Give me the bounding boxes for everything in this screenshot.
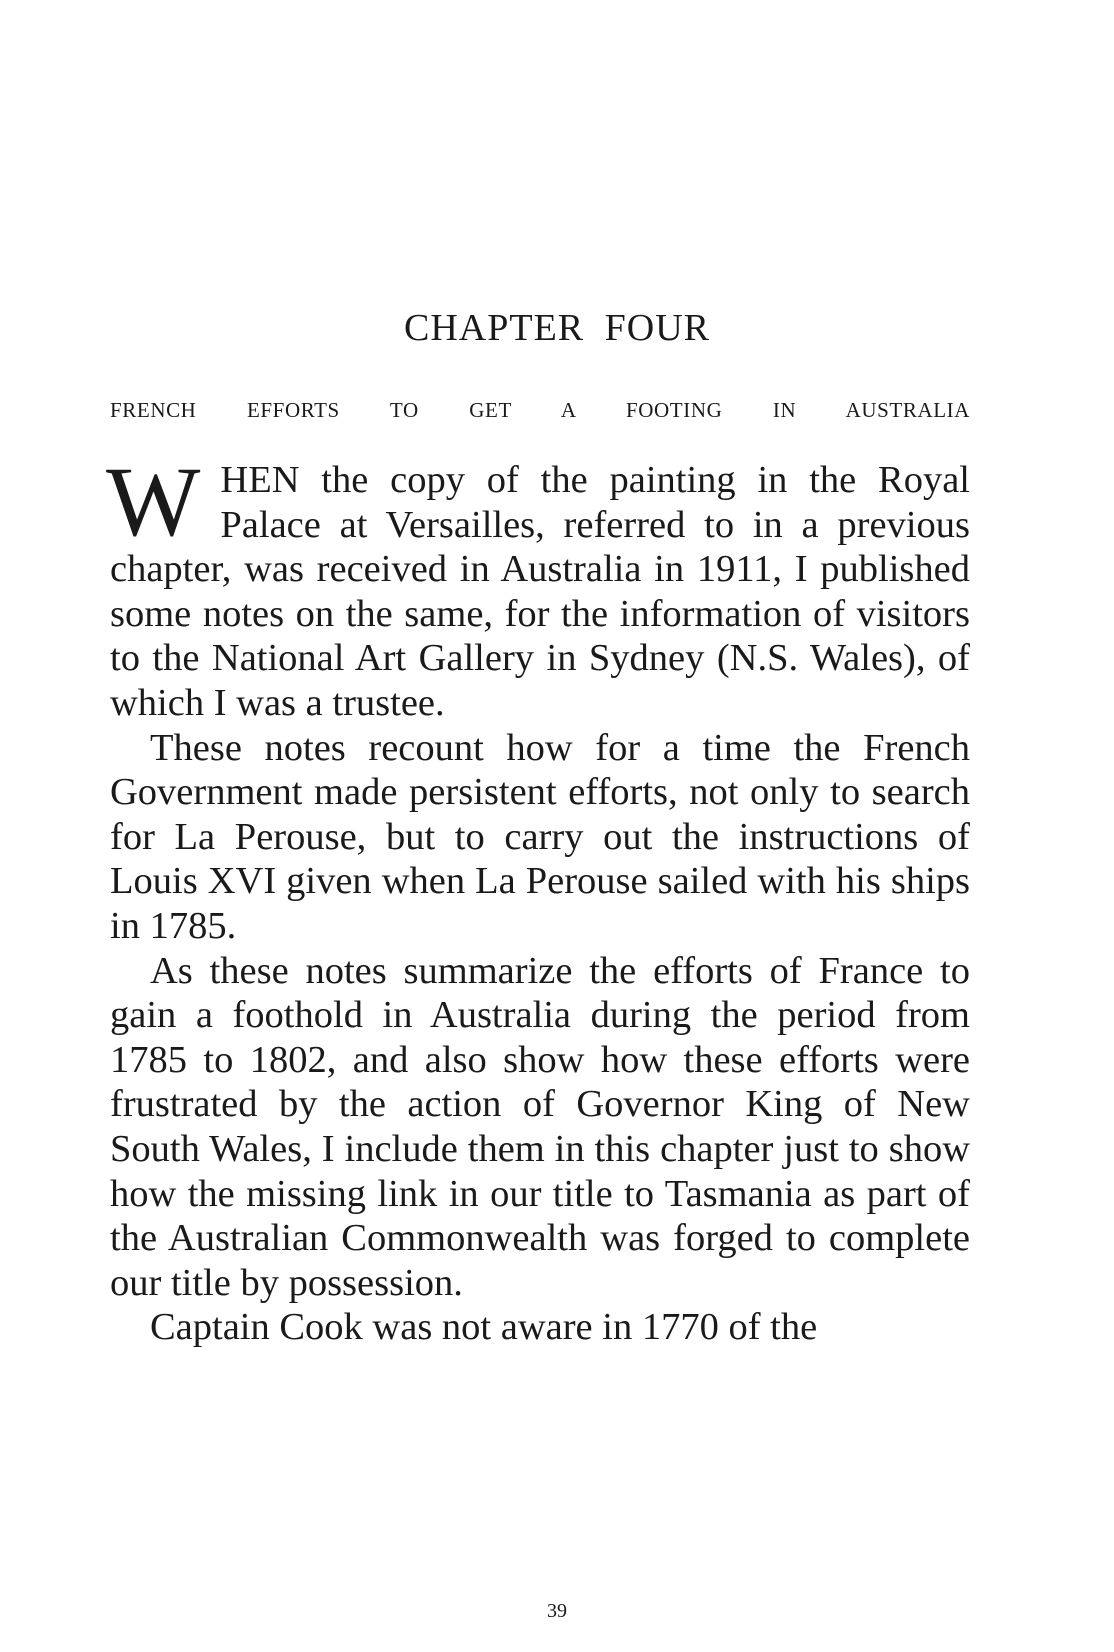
paragraph-1 xyxy=(106,446,970,726)
drop-cap: W xyxy=(106,446,201,557)
paragraph-1-text: HEN the copy of the painting in the Royal Palace at Versailles, referred to in a previous chapter, was received in Australia in 1911, I published some notes on the same, for the information of visitors to the National Art Gallery in Sydney (N.S. Wales), of which I was a trustee. xyxy=(110,459,970,724)
page-number: 39 xyxy=(547,1600,567,1622)
chapter-title: CHAPTER FOUR xyxy=(404,307,710,349)
paragraph-4: Captain Cook was not aware in 1770 of the xyxy=(150,1306,818,1349)
chapter-subtitle: FRENCH EFFORTS TO GET A FOOTING IN AUSTRALIA xyxy=(110,398,970,422)
body-text xyxy=(106,446,970,1350)
paragraph-3: As these notes summarize the efforts of France to gain a foothold in Australia during the period from 1785 to 1802, and also show how these efforts were frustrated by the action of Governor King of New South Wales, I include them in this chapter just to show how the missing link in our title to Tasmania as part of the Australian Commonwealth was forged to complete our title by possession. xyxy=(110,949,970,1304)
paragraph-2: These notes recount how for a time the French Government made persistent efforts, not only to search for La Perouse, but to carry out the instructions of Louis XVI given when La Perouse sailed with his ships in 1785. xyxy=(110,726,970,947)
